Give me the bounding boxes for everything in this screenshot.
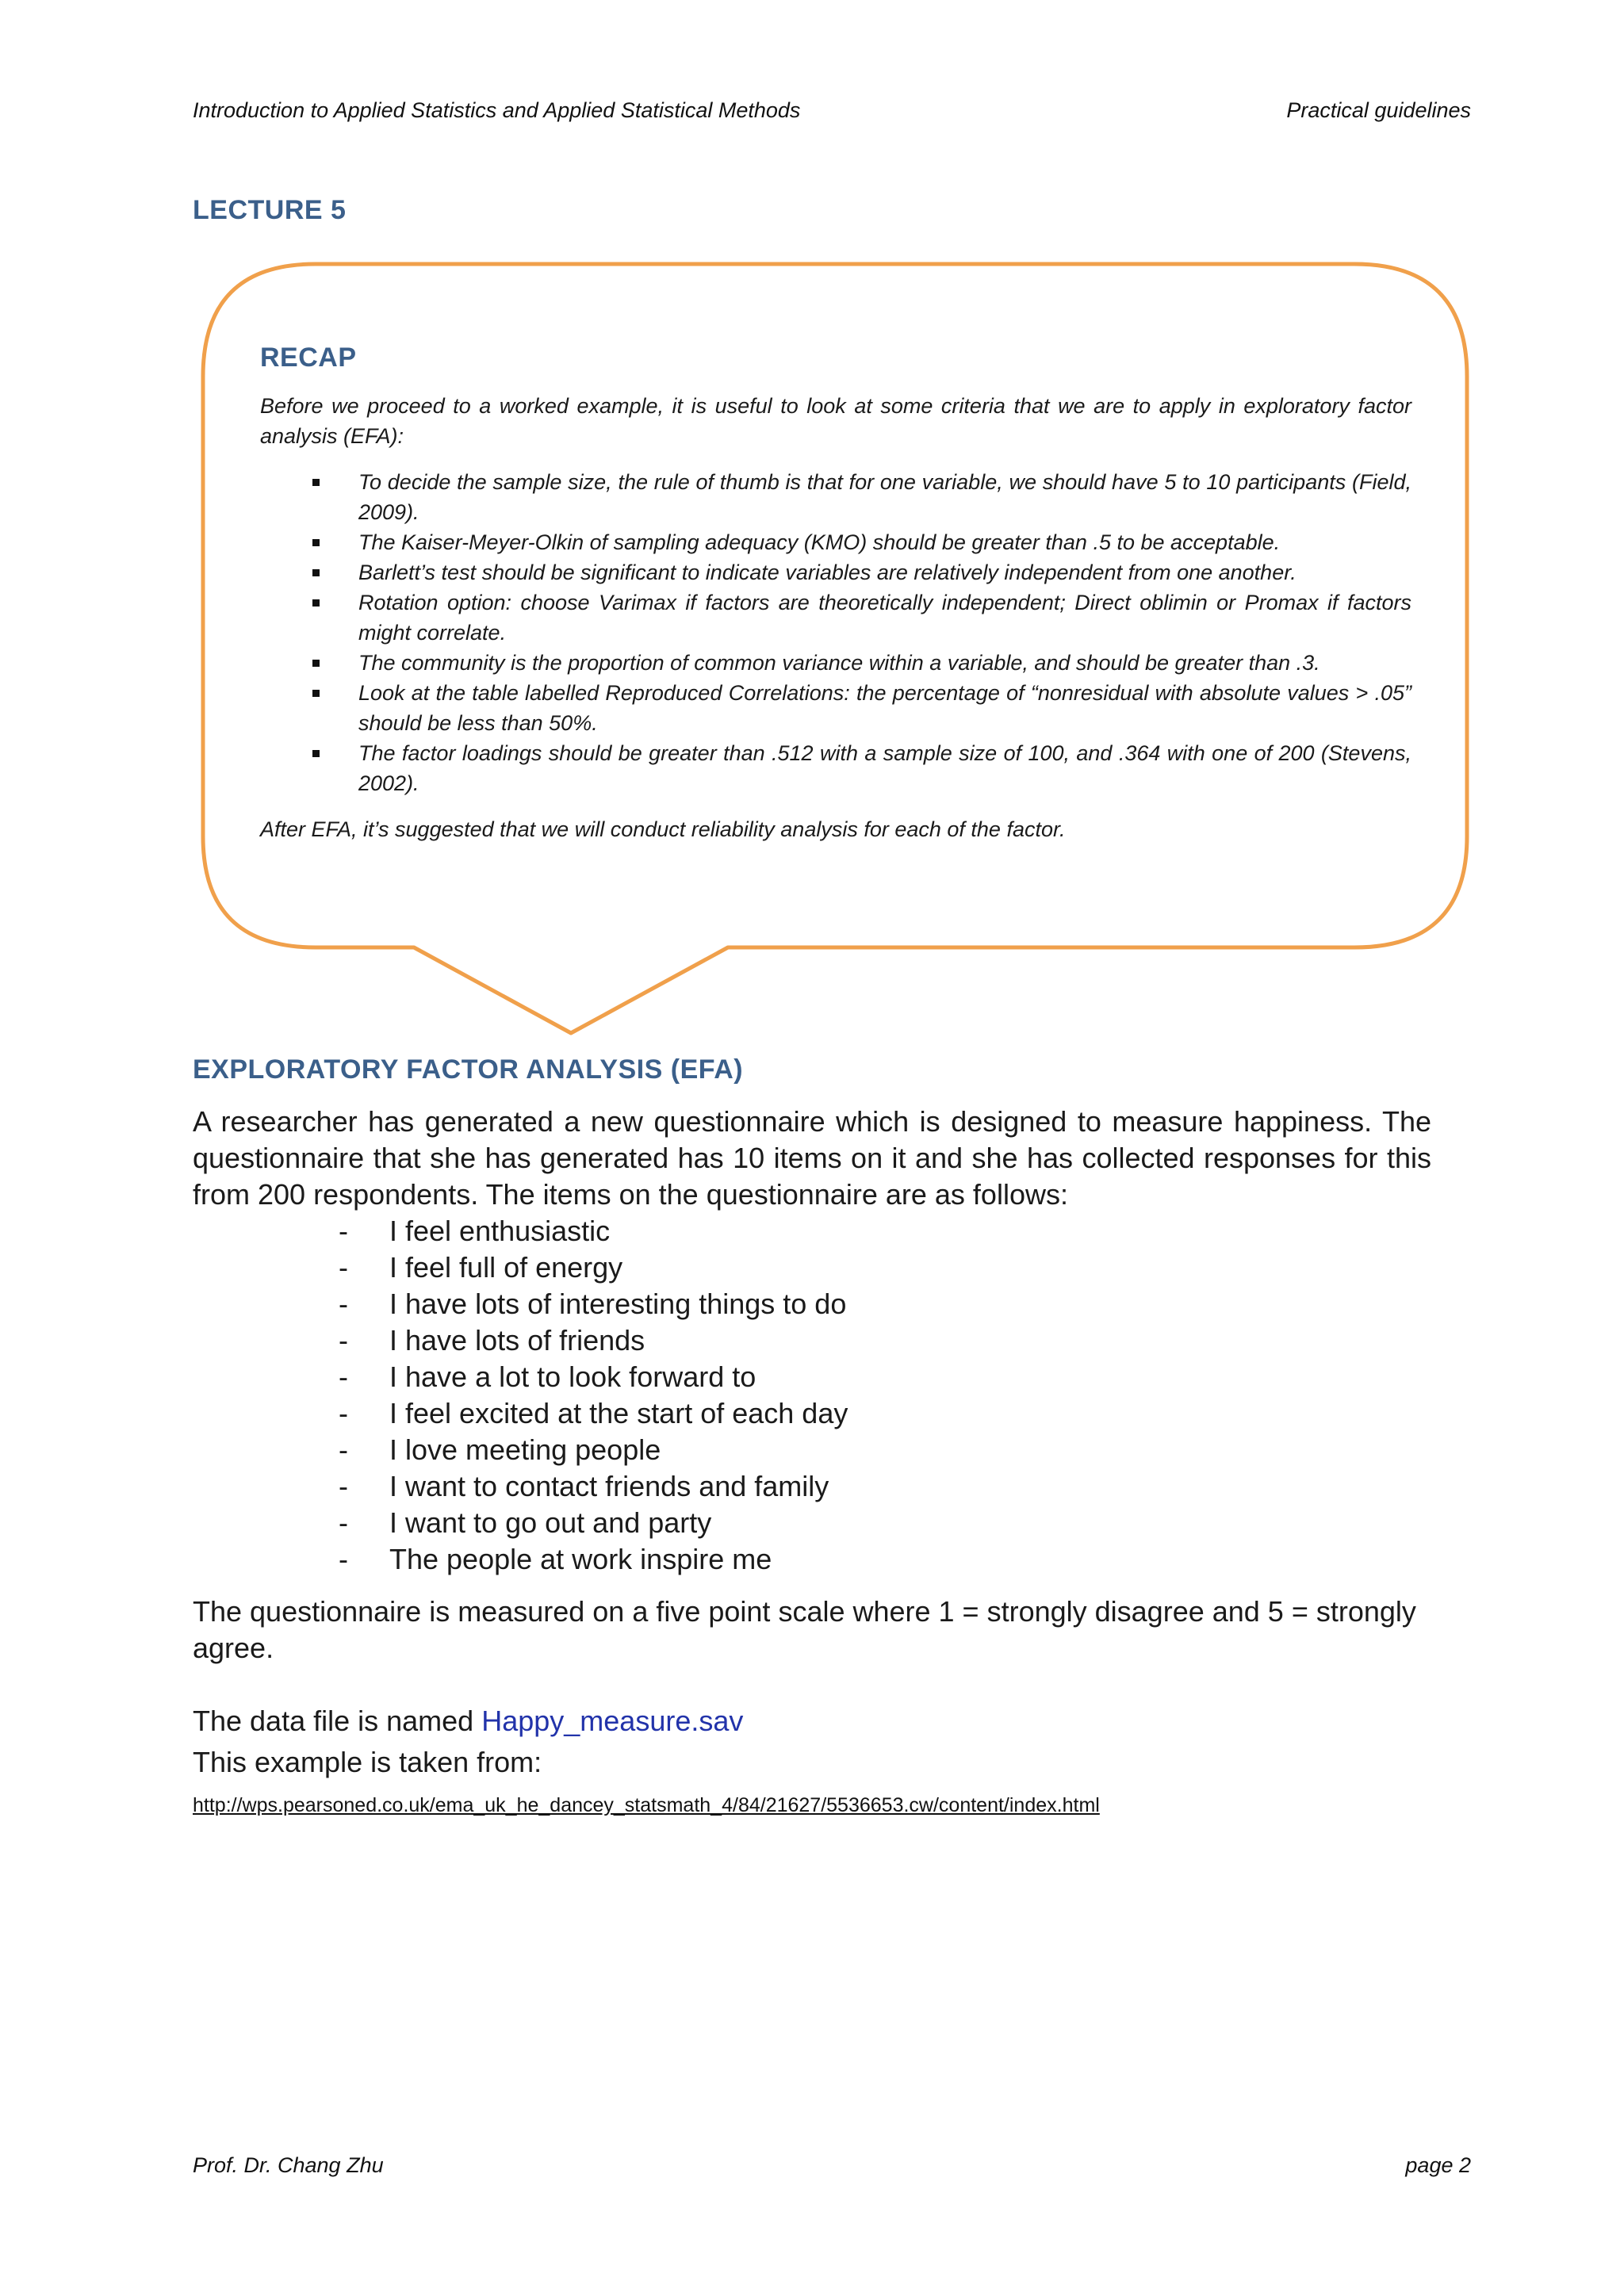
dash-marker: - [339, 1433, 348, 1466]
questionnaire-item: - The people at work inspire me [389, 1541, 1431, 1578]
source-url-link[interactable]: http://wps.pearsoned.co.uk/ema_uk_he_dancey_statsmath_4/84/21627/5536653.cw/content/index.html [193, 1794, 1100, 1816]
footer-page-number: page 2 [1405, 2153, 1471, 2177]
questionnaire-item: - I want to go out and party [389, 1505, 1431, 1541]
dash-marker: - [339, 1470, 348, 1502]
recap-bullet-list [260, 467, 1411, 798]
dash-marker: - [339, 1360, 348, 1393]
recap-callout [260, 342, 1411, 844]
square-bullet-icon [312, 539, 320, 546]
recap-bullet: Barlett’s test should be significant to indicate variables are relatively independent from one another. [358, 557, 1411, 587]
lecture-heading: LECTURE 5 [193, 195, 347, 225]
recap-bullet: Look at the table labelled Reproduced Correlations: the percentage of “nonresidual with absolute values > .05” should be less than 50%. [358, 678, 1411, 738]
efa-heading: EXPLORATORY FACTOR ANALYSIS (EFA) [193, 1054, 744, 1085]
dash-marker: - [339, 1215, 348, 1247]
recap-outro: After EFA, it’s suggested that we will conduct reliability analysis for each of the factor. [260, 817, 1066, 841]
dash-marker: - [339, 1397, 348, 1429]
questionnaire-item: - I have lots of interesting things to do [389, 1286, 1431, 1322]
dash-marker: - [339, 1324, 348, 1357]
datafile-name: Happy_measure.sav [481, 1705, 744, 1737]
datafile-line [193, 1703, 1431, 1739]
square-bullet-icon [312, 569, 320, 576]
scale-description: The questionnaire is measured on a five point scale where 1 = strongly disagree and 5 = strongly agree. [193, 1595, 1416, 1664]
square-bullet-icon [312, 479, 320, 486]
questionnaire-item: - I have lots of friends [389, 1322, 1431, 1359]
dash-marker: - [339, 1251, 348, 1284]
recap-bullet: To decide the sample size, the rule of thumb is that for one variable, we should have 5 to 10 participants (Field, 2009). [358, 467, 1411, 527]
dash-marker: - [339, 1543, 348, 1575]
example-source-label: This example is taken from: [193, 1746, 542, 1778]
questionnaire-item: - I love meeting people [389, 1432, 1431, 1468]
questionnaire-item-list [193, 1213, 1431, 1578]
recap-bullet: Rotation option: choose Varimax if factors are theoretically independent; Direct oblimin or Promax if factors might correlate. [358, 587, 1411, 648]
dash-marker: - [339, 1288, 348, 1320]
recap-bullet: The Kaiser-Meyer-Olkin of sampling adequacy (KMO) should be greater than .5 to be acceptable. [358, 527, 1411, 557]
running-header-title: Introduction to Applied Statistics and Applied Statistical Methods [193, 98, 801, 122]
dash-marker: - [339, 1506, 348, 1539]
efa-body [193, 1104, 1431, 1819]
square-bullet-icon [312, 660, 320, 667]
questionnaire-item: - I feel enthusiastic [389, 1213, 1431, 1249]
square-bullet-icon [312, 690, 320, 697]
running-header-section: Practical guidelines [1286, 98, 1471, 122]
questionnaire-item: - I feel full of energy [389, 1249, 1431, 1286]
recap-bullet: The factor loadings should be greater than .512 with a sample size of 100, and .364 with one of 200 (Stevens, 2002). [358, 738, 1411, 798]
recap-heading: RECAP [260, 342, 357, 373]
questionnaire-item: - I feel excited at the start of each day [389, 1395, 1431, 1432]
square-bullet-icon [312, 599, 320, 607]
recap-intro: Before we proceed to a worked example, it is useful to look at some criteria that we are to apply in exploratory factor analysis (EFA): [260, 394, 1411, 448]
efa-intro-paragraph: A researcher has generated a new questionnaire which is designed to measure happiness. The questionnaire that she has generated has 10 items on it and she has collected responses for this from 200 respondents. The items on the questionnaire are as follows: [193, 1105, 1431, 1211]
square-bullet-icon [312, 750, 320, 757]
recap-bullet: The community is the proportion of common variance within a variable, and should be greater than .3. [358, 648, 1411, 678]
datafile-prefix: The data file is named [193, 1705, 482, 1737]
questionnaire-item: - I have a lot to look forward to [389, 1359, 1431, 1395]
questionnaire-item: - I want to contact friends and family [389, 1468, 1431, 1505]
footer-author: Prof. Dr. Chang Zhu [193, 2153, 384, 2177]
